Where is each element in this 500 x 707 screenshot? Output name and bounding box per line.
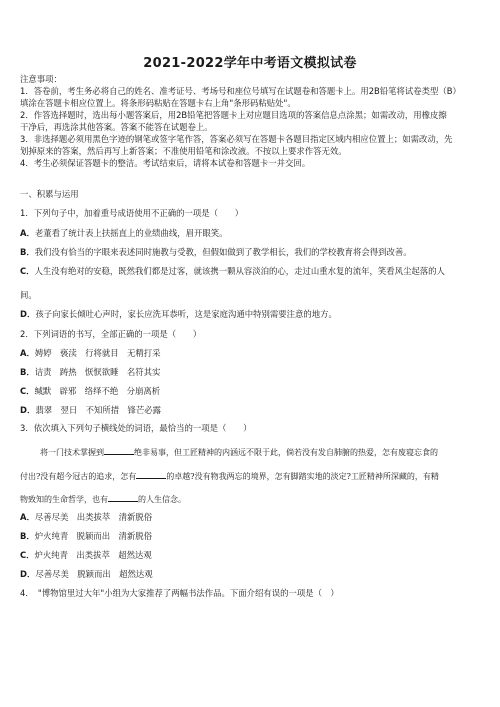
question-1-stem: 1．下列句子中，加着重号成语使用不正确的一项是（ ） <box>20 208 244 218</box>
option-text: 孩子向家长倾吐心声时，家长应洗耳恭听，这是家庭沟通中特别需要注意的地方。 <box>35 309 337 319</box>
passage-text: 将一门技术掌握到 <box>40 448 104 457</box>
notice-line: 干净后，再选涂其他答案。答案不能答在试题卷上。 <box>20 122 213 132</box>
option-text: 娉婷 亵渎 行将就目 无精打采 <box>34 348 161 358</box>
question-4-stem: 4． "博物馆里过大年"小组为大家推荐了两幅书法作品。下面介绍有误的一项是（ ） <box>20 588 339 598</box>
option-label: D． <box>20 309 36 319</box>
question-1-option-b <box>20 247 482 258</box>
notice-line: 4．考生必须保证答题卡的整洁。考试结束后，请将本试卷和答题卡一并交回。 <box>20 158 311 168</box>
question-1-option-c <box>20 266 482 277</box>
notice-line: 1．答卷前，考生务必将自己的姓名、准考证号、考场号和座位号填写在试题卷和答题卡上。用2B铅笔将试卷类型（B） <box>20 86 461 96</box>
question-2-option-b <box>20 367 482 378</box>
option-label: B． <box>20 367 35 377</box>
fill-blank <box>136 470 166 479</box>
notice-line: 划掉原来的答案，然后再写上新答案；不准使用铅笔和涂改液。不按以上要求作答无效。 <box>20 146 347 156</box>
question-1-option-a <box>20 228 482 239</box>
question-3-option-d <box>20 569 482 580</box>
notice-heading: 注意事项： <box>20 74 62 84</box>
passage-text: 物致知的生命哲学，也有 <box>20 495 108 504</box>
passage-text: 的人生信念。 <box>138 495 186 504</box>
option-label: C． <box>20 266 35 276</box>
page-title: 2021-2022学年中考语文模拟试卷 <box>143 56 357 71</box>
question-3-option-b <box>20 531 482 542</box>
notice-line: 2．作答选择题时，选出每小题答案后，用2B铅笔把答题卡上对应题目选项的答案信息点涂黑；如需改动，用橡皮擦 <box>20 110 447 120</box>
notice-line: 填涂在答题卡相应位置上。将条形码粘贴在答题卡右上角"条形码粘贴处"。 <box>20 98 296 108</box>
passage-text: 付出?没有超今冠古的追求，怎有 <box>20 472 137 481</box>
option-label: A． <box>20 512 35 522</box>
option-label: C． <box>20 386 35 396</box>
option-label: A． <box>20 348 35 358</box>
option-text: 人生没有绝对的安稳，既然我们都是过客，就该携一颗从容淡泊的心，走过山重水复的流年，笑看风尘起落的人 <box>34 266 445 276</box>
question-1-option-c-cont <box>20 290 482 301</box>
question-2-option-d <box>20 405 482 416</box>
question-2-option-a <box>20 348 482 359</box>
option-label: C． <box>20 550 35 560</box>
question-3-option-c <box>20 550 482 561</box>
passage-line-1 <box>20 446 482 458</box>
question-2-option-c <box>20 386 482 397</box>
option-text: 炉火纯青 脱颖而出 清新脱俗 <box>34 531 153 541</box>
fill-blank <box>104 446 134 455</box>
option-label: D． <box>20 569 36 579</box>
question-1-option-d <box>20 309 482 320</box>
option-text: 诘责 踌热 恹恹欲睡 名符其实 <box>34 367 161 377</box>
section-heading: 一、积累与运用 <box>20 189 79 199</box>
passage-line-3 <box>20 493 482 505</box>
option-text: 缄默 辟邪 络绎不绝 分崩离析 <box>34 386 161 396</box>
option-label: B． <box>20 247 35 257</box>
option-label: B． <box>20 531 35 541</box>
passage-line-2 <box>20 470 482 482</box>
option-text: 间。 <box>20 290 37 300</box>
option-text: 翡翠 翌日 不知所措 锋芒必露 <box>35 405 161 415</box>
fill-blank <box>108 493 138 502</box>
option-text: 老董看了统计表上扶摇直上的业绩曲线，眉开眼笑。 <box>34 228 228 238</box>
option-text: 我们没有恰当的字眼来表述同时施教与受教，但假如做到了教学相长，我们的学校教育将会得到改善。 <box>34 247 412 257</box>
question-3-option-a <box>20 512 482 523</box>
passage-text: 绝非易事，但工匠精神的内涵远不限于此，倘若没有发自肺腑的热爱，怎有废寝忘食的 <box>134 448 438 457</box>
question-3-stem: 3．依次填入下列句子横线处的词语，最恰当的一项是（ ） <box>20 423 252 433</box>
option-label: D． <box>20 405 36 415</box>
passage-text: 的卓越?没有物我两忘的境界，怎有脚踏实地的淡定?工匠精神所深藏的，有精 <box>166 472 439 481</box>
option-text: 炉火纯青 出类拔萃 超然达观 <box>34 550 152 560</box>
option-label: A． <box>20 228 35 238</box>
option-text: 尽善尽美 出类拔萃 清新脱俗 <box>34 512 153 522</box>
notice-line: 3．非选择题必须用黑色字迹的钢笔或签字笔作答，答案必须写在答题卡各题目指定区域内相应位置上；如需改动，先 <box>20 134 453 144</box>
option-text: 尽善尽美 脱颖而出 超然达观 <box>35 569 153 579</box>
question-2-stem: 2．下列词语的书写，全部正确的一项是（ ） <box>20 329 202 339</box>
